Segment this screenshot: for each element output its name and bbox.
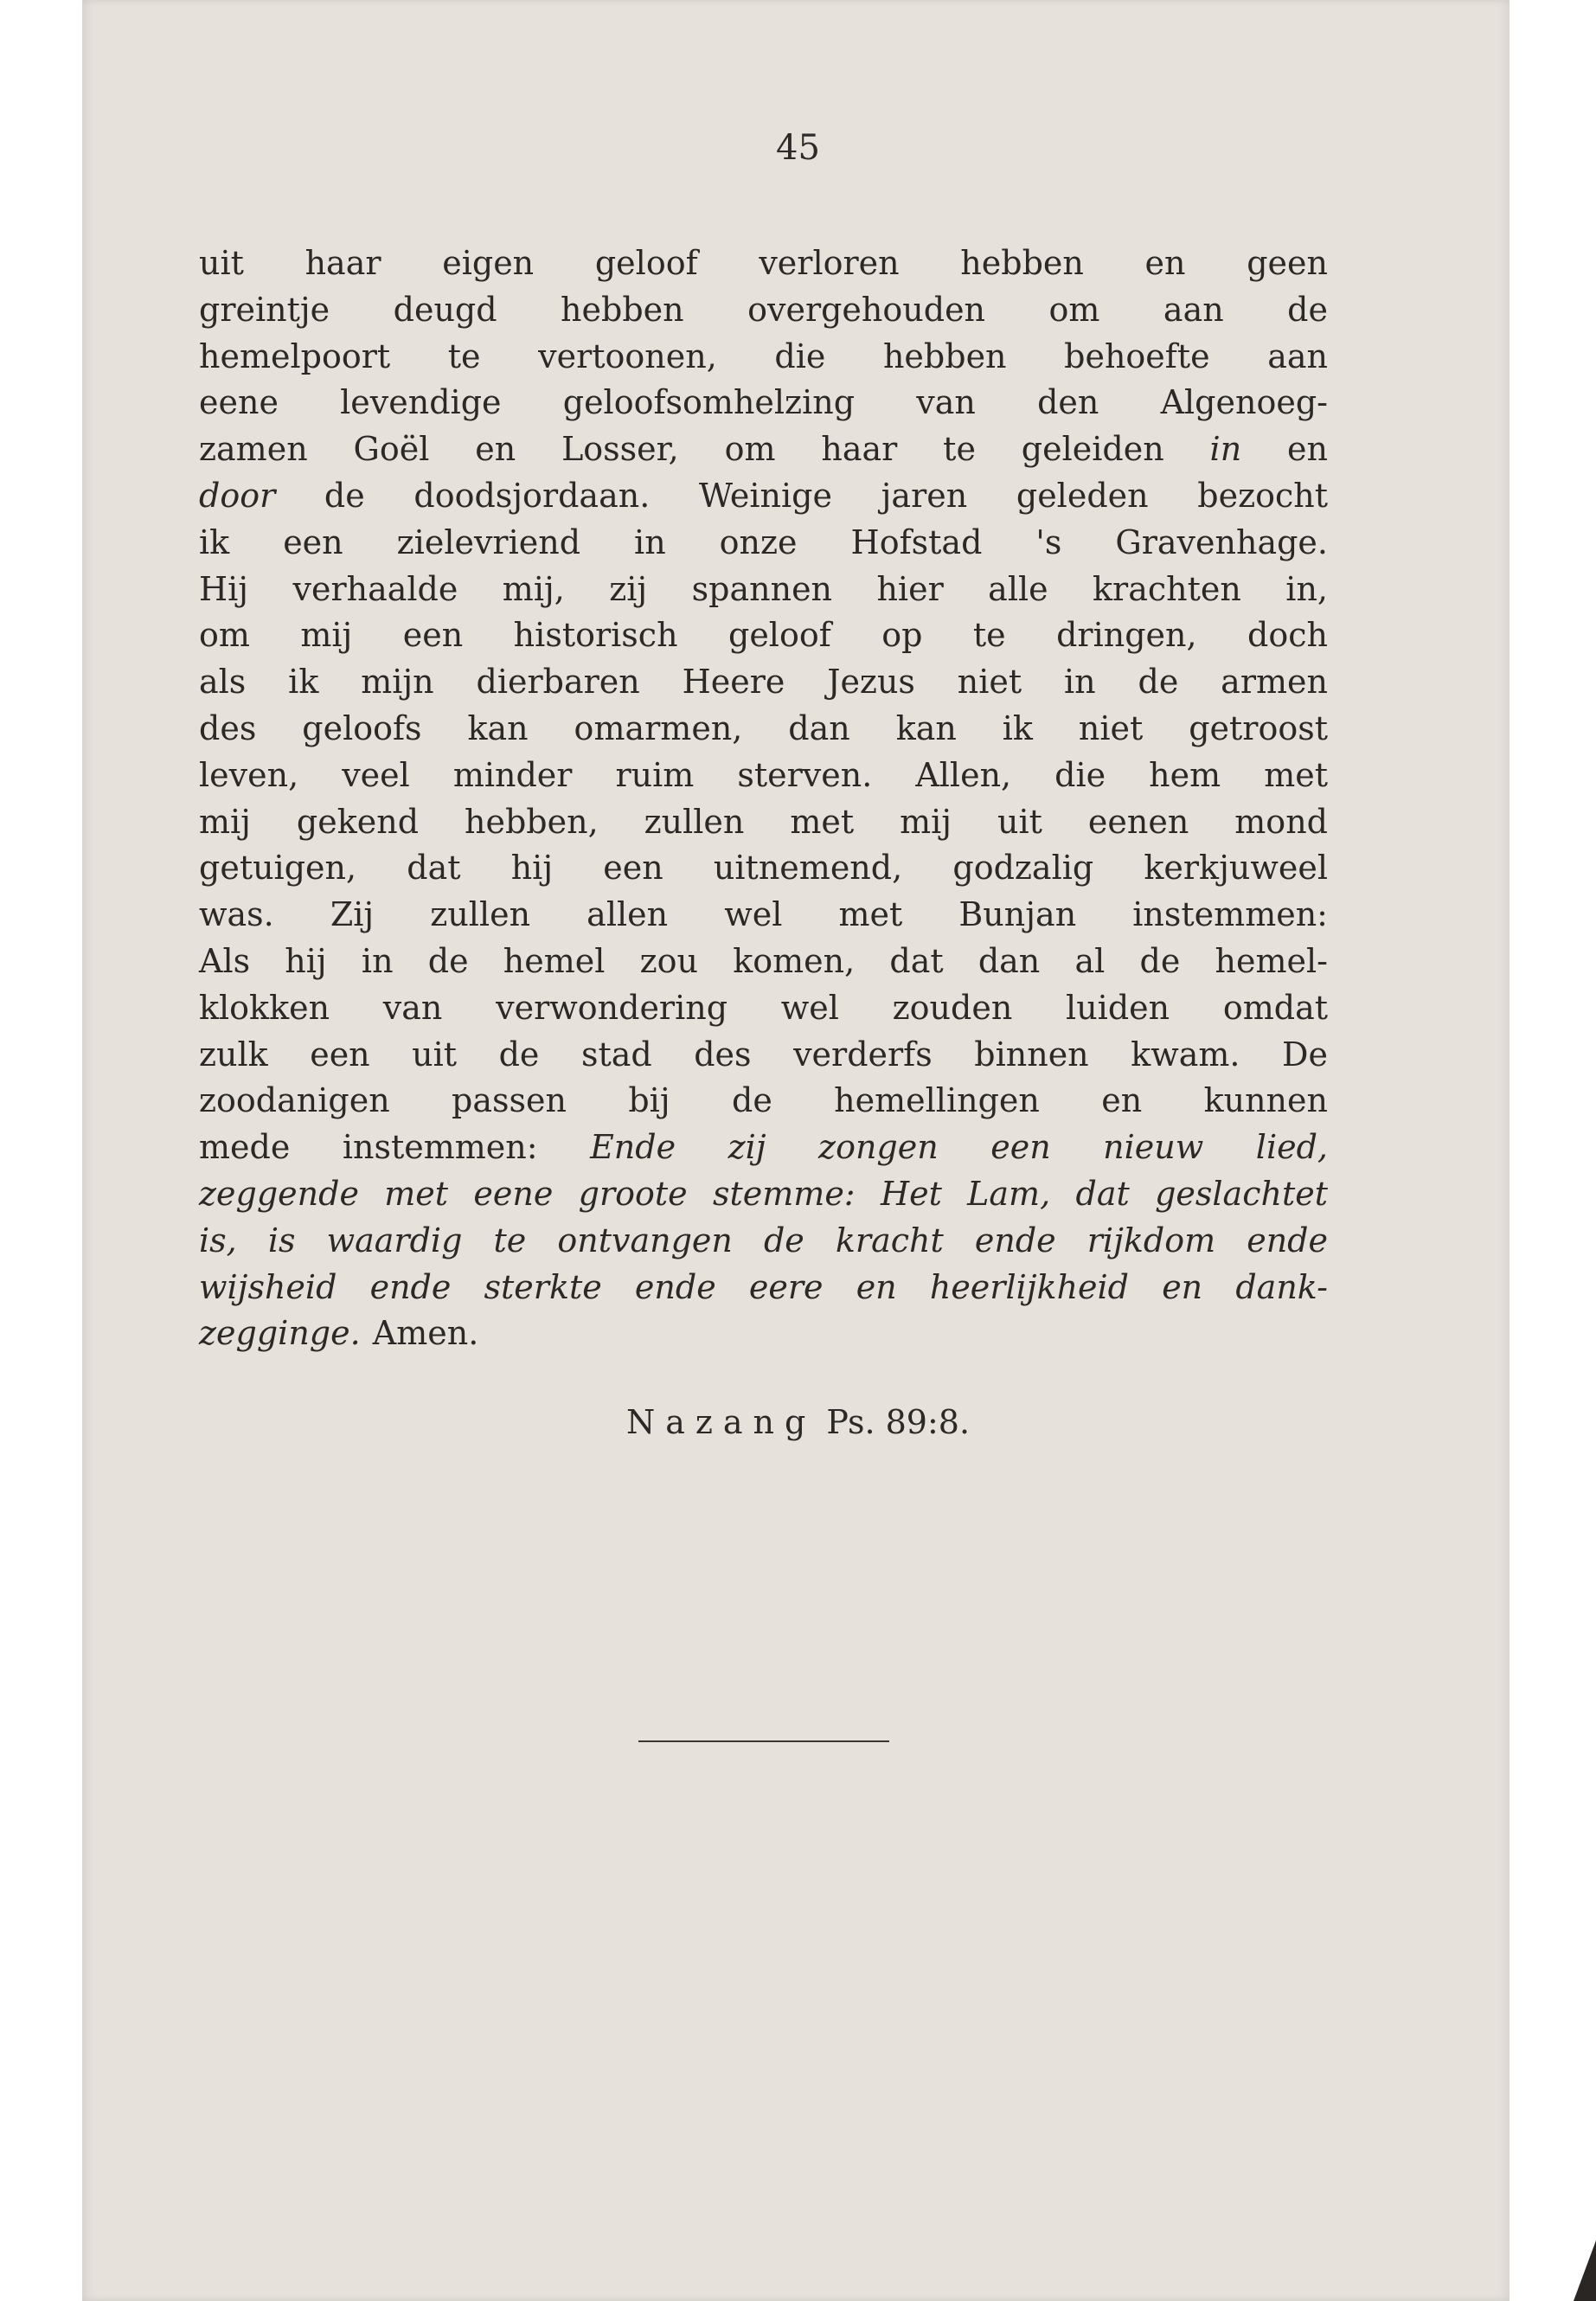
text-line (199, 1125, 1328, 1171)
text-line (199, 334, 1328, 381)
text-line (199, 1311, 1328, 1357)
text-line (199, 287, 1328, 334)
closing-label: Nazang (625, 1403, 817, 1441)
text-segment: Hij verhaalde mij, zij spannen hier alle krachten in, (199, 569, 1328, 608)
page-number: 45 (776, 128, 820, 168)
text-line (199, 706, 1328, 753)
text-segment: en (1241, 430, 1329, 469)
text-line (199, 380, 1328, 426)
text-line (199, 892, 1328, 939)
text-segment: de doodsjordaan. Weinige jaren geleden bezocht (275, 476, 1328, 515)
text-segment: greintje deugd hebben overgehouden om aan de (199, 290, 1328, 329)
closing-line (0, 1403, 1596, 1441)
text-segment: zulk een uit de stad des verderfs binnen kwam. De (199, 1035, 1328, 1074)
text-line (199, 240, 1328, 287)
text-line (199, 845, 1328, 892)
text-segment: mede instemmen: (199, 1128, 591, 1167)
italic-segment: door (199, 476, 276, 515)
italic-segment: Ende zij zongen een nieuw lied, (590, 1128, 1328, 1167)
italic-segment: wijsheid ende sterkte ende eere en heerlijkheid en dank- (199, 1267, 1328, 1306)
text-segment: als ik mijn dierbaren Heere Jezus niet in de armen (199, 663, 1328, 702)
text-line (199, 1171, 1328, 1218)
text-line (199, 753, 1328, 799)
text-line (199, 1218, 1328, 1265)
text-segment: uit haar eigen geloof verloren hebben en geen (199, 244, 1328, 282)
italic-segment: is, is waardig te ontvangen de kracht ende rijkdom ende (199, 1221, 1328, 1259)
text-line (199, 1078, 1328, 1125)
text-line (199, 1032, 1328, 1079)
body-text (199, 240, 1328, 1357)
text-line (199, 799, 1328, 846)
text-line (199, 567, 1328, 613)
text-segment: hemelpoort te vertoonen, die hebben behoefte aan (199, 336, 1328, 375)
closing-reference: Ps. 89:8. (826, 1403, 971, 1441)
text-line (199, 612, 1328, 659)
text-segment: des geloofs kan omarmen, dan kan ik niet getroost (199, 708, 1328, 747)
text-line (199, 520, 1328, 567)
text-segment: Amen. (360, 1314, 479, 1353)
closing-rule (638, 1740, 889, 1742)
text-segment: zoodanigen passen bij de hemellingen en kunnen (199, 1081, 1328, 1120)
text-segment: leven, veel minder ruim sterven. Allen, die hem met (199, 755, 1328, 794)
text-segment: Als hij in de hemel zou komen, dat dan al de hemel- (199, 941, 1328, 980)
text-segment: getuigen, dat hij een uitnemend, godzalig kerkjuweel (199, 849, 1328, 888)
text-line (199, 939, 1328, 985)
text-segment: was. Zij zullen allen wel met Bunjan instemmen: (199, 895, 1328, 934)
text-segment: ik een zielevriend in onze Hofstad 's Gravenhage. (199, 522, 1328, 561)
italic-segment: in (1209, 430, 1242, 469)
page-edge-shadow (1574, 2240, 1596, 2301)
text-segment: zamen Goël en Losser, om haar te geleiden (199, 430, 1210, 469)
italic-segment: zeggende met eene groote stemme: Het Lam, dat geslachtet (199, 1174, 1328, 1213)
text-line (199, 659, 1328, 706)
text-line (199, 1265, 1328, 1311)
text-segment: klokken van verwondering wel zouden luiden omdat (199, 988, 1328, 1027)
text-segment: om mij een historisch geloof op te dringen, doch (199, 616, 1328, 655)
italic-segment: zegginge. (199, 1314, 361, 1353)
text-line (199, 426, 1328, 473)
text-segment: mij gekend hebben, zullen met mij uit eenen mond (199, 802, 1328, 841)
text-line (199, 985, 1328, 1032)
text-segment: eene levendige geloofsomhelzing van den Algenoeg- (199, 383, 1328, 422)
text-line (199, 473, 1328, 520)
